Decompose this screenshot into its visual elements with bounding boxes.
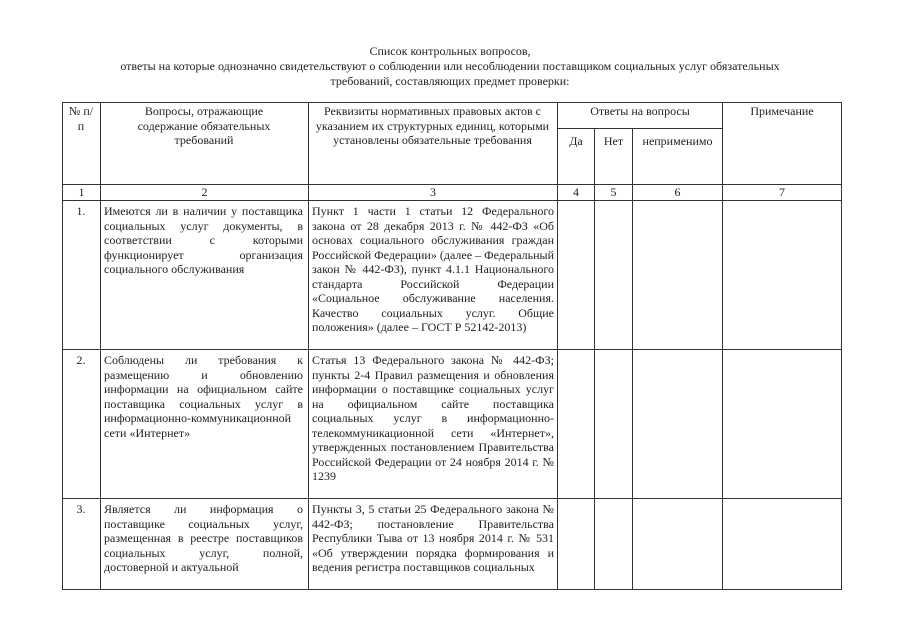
header-questions: Вопросы, отражающие содержание обязательных требований	[137, 104, 271, 147]
col-line-7	[841, 102, 842, 590]
title-line-1: Список контрольных вопросов,	[369, 44, 531, 58]
header-no: Нет	[603, 134, 624, 148]
col-line-2	[308, 102, 309, 590]
title-line-3: требований, составляющих предмет проверки:	[330, 74, 570, 88]
col-line-1	[100, 102, 101, 590]
header-na: неприменимо	[642, 134, 713, 148]
row-requisites: Пункты 3, 5 статьи 25 Федерального закона № 442-ФЗ; постановление Правительства Республики Тыва от 13 ноября 2014 г. № 531 «Об утверждении порядка формирования и ведения регистра поставщиков социальных	[312, 502, 554, 574]
table-border-bottom	[62, 589, 842, 590]
col-number: 6	[674, 185, 681, 199]
header-num: № п/п	[68, 104, 94, 133]
row-number: 1.	[76, 204, 86, 218]
row-number: 3.	[76, 502, 86, 516]
col-line-3	[557, 102, 558, 590]
col-number: 3	[430, 185, 436, 199]
row-question: Является ли информация о поставщике социальных услуг, размещенная в реестре поставщиков социальных услуг, полной, достоверной и актуальной	[104, 502, 303, 574]
colnum-bottom-line	[62, 200, 842, 201]
row1-bottom-line	[62, 349, 842, 350]
row-number: 2.	[76, 353, 86, 367]
header-requisites: Реквизиты нормативных правовых актов с указанием их структурных единиц, которыми установлены обязательные требования	[315, 104, 550, 147]
row-requisites: Пункт 1 части 1 статьи 12 Федерального закона от 28 декабря 2013 г. № 442-ФЗ «Об основах социального обслуживания граждан Российской Федерации» (далее – Федеральный закон № 442-ФЗ), пункт 4.1.1 Национального стандарта Российской Федерации «Социальное обслуживание населения. Качество социальных услуг. Общие положения» (далее – ГОСТ Р 52142-2013)	[312, 204, 554, 334]
col-line-0	[62, 102, 63, 590]
header-answers: Ответы на вопросы	[590, 104, 690, 118]
col-line-6	[722, 102, 723, 590]
row-question: Имеются ли в наличии у поставщика социальных услуг документы, в соответствии с которыми функционирует организация социального обслуживания	[104, 204, 303, 276]
table-border-top	[62, 102, 842, 103]
title-line-2: ответы на которые однозначно свидетельствуют о соблюдении или несоблюдении поставщиком социальных услуг обязательных	[120, 59, 780, 73]
row-requisites: Статья 13 Федерального закона № 442-ФЗ; пункты 2-4 Правил размещения и обновления информации о поставщике социальных услуг на официальном сайте поставщика социальных услуг в информационно-телекоммуникационной сети «Интернет», утвержденных постановлением Правительства Российской Федерации от 24 ноября 2014 г. № 1239	[312, 353, 554, 483]
col-number: 2	[201, 185, 208, 199]
col-number: 1	[78, 185, 85, 199]
col-number: 4	[573, 185, 579, 199]
header-yes: Да	[569, 134, 583, 148]
col-number: 7	[779, 185, 785, 199]
answers-subheader-line	[557, 128, 722, 129]
header-note: Примечание	[750, 104, 814, 118]
row-question: Соблюдены ли требования к размещению и обновлению информации на официальном сайте поставщика социальных услуг в информационно-коммуникационной сети «Интернет»	[104, 353, 303, 440]
row2-bottom-line	[62, 498, 842, 499]
col-number: 5	[610, 185, 617, 199]
checklist-table	[62, 102, 842, 590]
